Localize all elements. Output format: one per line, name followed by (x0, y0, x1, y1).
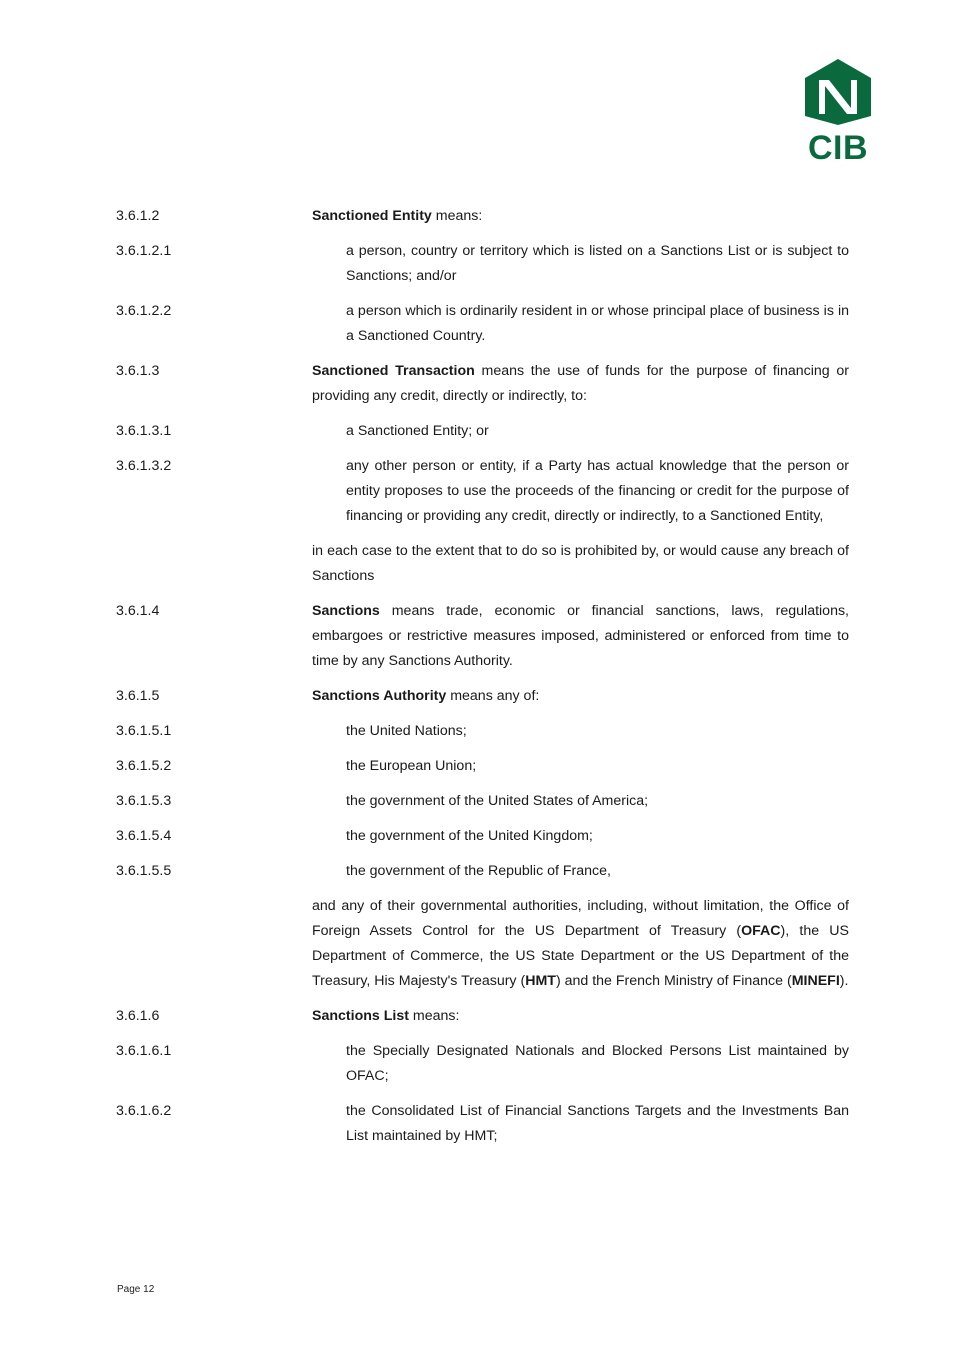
defined-term: Sanctioned Transaction (312, 363, 475, 379)
defined-term: OFAC (741, 923, 781, 939)
clause-row (116, 719, 849, 744)
clause-number: 3.6.1.5.2 (116, 758, 172, 774)
clause-row (116, 419, 849, 444)
clause-row (116, 599, 849, 674)
clause-row (116, 299, 849, 349)
clause-number: 3.6.1.3 (116, 363, 160, 379)
clause-number: 3.6.1.5 (116, 688, 160, 704)
clause-number: 3.6.1.4 (116, 603, 160, 619)
clause-text: the Consolidated List of Financial Sanctions Targets and the Investments Ban List maintained by HMT; (346, 1103, 849, 1144)
defined-term: HMT (525, 973, 556, 989)
logo-text: CIB (807, 129, 869, 167)
clause-text: the United Nations; (346, 723, 467, 739)
clause-number: 3.6.1.5.5 (116, 863, 172, 879)
clause-row (116, 684, 849, 709)
clause-text: the government of the Republic of France, (346, 863, 611, 879)
clause-text: Sanctions List means: (312, 1008, 460, 1024)
clause-text: Sanctioned Entity means: (312, 208, 483, 224)
clause-row (116, 824, 849, 849)
clause-text: the Specially Designated Nationals and Blocked Persons List maintained by OFAC; (346, 1043, 849, 1084)
clause-number: 3.6.1.5.4 (116, 828, 172, 844)
page-number: Page 12 (117, 1284, 155, 1295)
clause-text: any other person or entity, if a Party has actual knowledge that the person or entity proposes to use the proceeds of the financing or credit for the purpose of financing or providing any credit, directly or indirectly, to a Sanctioned Entity, (346, 458, 849, 524)
clause-number: 3.6.1.3.1 (116, 423, 172, 439)
clause-row (116, 1099, 849, 1149)
defined-term: MINEFI (791, 973, 840, 989)
clause-text: Sanctions means trade, economic or financial sanctions, laws, regulations, embargoes or restrictive measures imposed, administered or enforced from time to time by any Sanctions Authority. (312, 603, 849, 669)
clause-number: 3.6.1.3.2 (116, 458, 172, 474)
defined-term: Sanctions List (312, 1008, 409, 1024)
clause-text: and any of their governmental authorities, including, without limitation, the Office of Foreign Assets Control for the US Department of Treasury (OFAC), the US Department of Commerce, the US State Department or the US Department of the Treasury, His Majesty's Treasury (HMT) and the French Ministry of Finance (MINEFI). (312, 898, 850, 989)
clause-number: 3.6.1.2 (116, 208, 160, 224)
clause-text: Sanctioned Transaction means the use of funds for the purpose of financing or providing any credit, directly or indirectly, to: (312, 363, 849, 404)
logo-mark-icon (803, 58, 873, 126)
clause-text: a person which is ordinarily resident in or whose principal place of business is in a Sanctioned Country. (346, 303, 849, 344)
defined-term: Sanctions Authority (312, 688, 447, 704)
clause-text: in each case to the extent that to do so is prohibited by, or would cause any breach of Sanctions (312, 543, 849, 584)
clause-row (116, 859, 849, 884)
clause-row (116, 454, 849, 529)
clause-row (116, 204, 849, 229)
clause-number: 3.6.1.6 (116, 1008, 160, 1024)
clause-number: 3.6.1.2.2 (116, 303, 172, 319)
clause-row (116, 1004, 849, 1029)
clause-text: a Sanctioned Entity; or (346, 423, 489, 439)
defined-term: Sanctions (312, 603, 380, 619)
clause-number: 3.6.1.2.1 (116, 243, 172, 259)
clause-number: 3.6.1.5.3 (116, 793, 172, 809)
document-body (116, 204, 849, 1159)
clause-number: 3.6.1.6.1 (116, 1043, 172, 1059)
continuation-paragraph (116, 539, 849, 589)
defined-term: Sanctioned Entity (312, 208, 432, 224)
nedbank-cib-logo (803, 58, 873, 168)
clause-number: 3.6.1.6.2 (116, 1103, 172, 1119)
clause-row (116, 1039, 849, 1089)
clause-row (116, 754, 849, 779)
continuation-paragraph (116, 894, 849, 994)
clause-row (116, 239, 849, 289)
clause-row (116, 789, 849, 814)
clause-text: a person, country or territory which is listed on a Sanctions List or is subject to Sanctions; and/or (346, 243, 849, 284)
clause-row (116, 359, 849, 409)
clause-text: the European Union; (346, 758, 477, 774)
clause-text: Sanctions Authority means any of: (312, 688, 540, 704)
clause-text: the government of the United States of America; (346, 793, 649, 809)
clause-number: 3.6.1.5.1 (116, 723, 172, 739)
clause-text: the government of the United Kingdom; (346, 828, 593, 844)
